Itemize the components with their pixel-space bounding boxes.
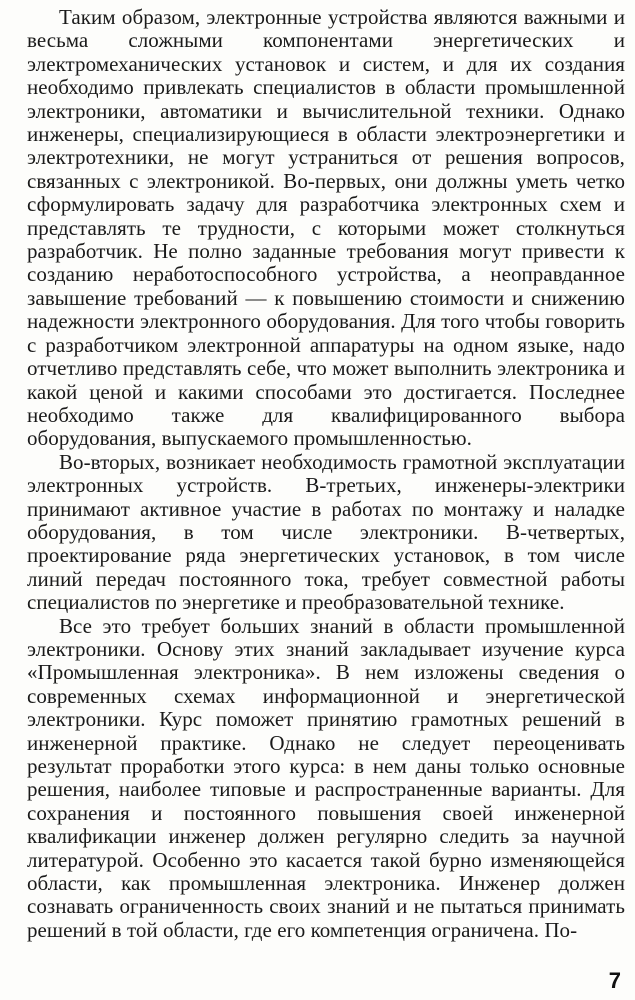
body-text — [27, 6, 625, 942]
page-number: 7 — [608, 968, 621, 993]
paragraph-1: Таким образом, электронные устройства являются важными и весьма сложными компонентами энергетических и электромеханических установок и систем, и для их создания необходимо привлекать специалистов в области промышленной электроники, автоматики и вычислительной техники. Однако инженеры, специализирующиеся в области электроэнергетики и электротехники, не могут устраниться от решения вопросов, связанных с электроникой. Во-первых, они должны уметь четко сформулировать задачу для разработчика электронных схем и представлять те трудности, с которыми может столкнуться разработчик. Не полно заданные требования могут привести к созданию неработоспособного устройства, а неоправданное завышение требований — к повышению стоимости и снижению надежности электронного оборудования. Для того чтобы говорить с разработчиком электронной аппаратуры на одном языке, надо отчетливо представлять себе, что может выполнить электроника и какой ценой и какими способами это достигается. Последнее необходимо также для квалифицированного выбора оборудования, выпускаемого промышленностью. — [27, 5, 625, 451]
paragraph-2: Во-вторых, возникает необходимость грамотной эксплуатации электронных устройств. В-третьих, инженеры-электрики принимают активное участие в работах по монтажу и наладке оборудования, в том числе электроники. В-четвертых, проектирование ряда энергетических установок, в том числе линий передач постоянного тока, требует совместной работы специалистов по энергетике и преобразовательной технике. — [27, 449, 625, 615]
paragraph-3: Все это требует больших знаний в области промышленной электроники. Основу этих знаний закладывает изучение курса «Промышленная электроника». В нем изложены сведения о современных схемах информационной и энергетической электроники. Курс поможет принятию грамотных решений в инженерной практике. Однако не следует переоценивать результат проработки этого курса: в нем даны только основные решения, наиболее типовые и распространенные варианты. Для сохранения и постоянного повышения своей инженерной квалификации инженер должен регулярно следить за научной литературой. Особенно это касается такой бурно изменяющейся области, как промышленная электроника. Инженер должен сознавать ограниченность своих знаний и не пытаться принимать решений в той области, где его компетенция ограничена. По- — [27, 613, 625, 942]
